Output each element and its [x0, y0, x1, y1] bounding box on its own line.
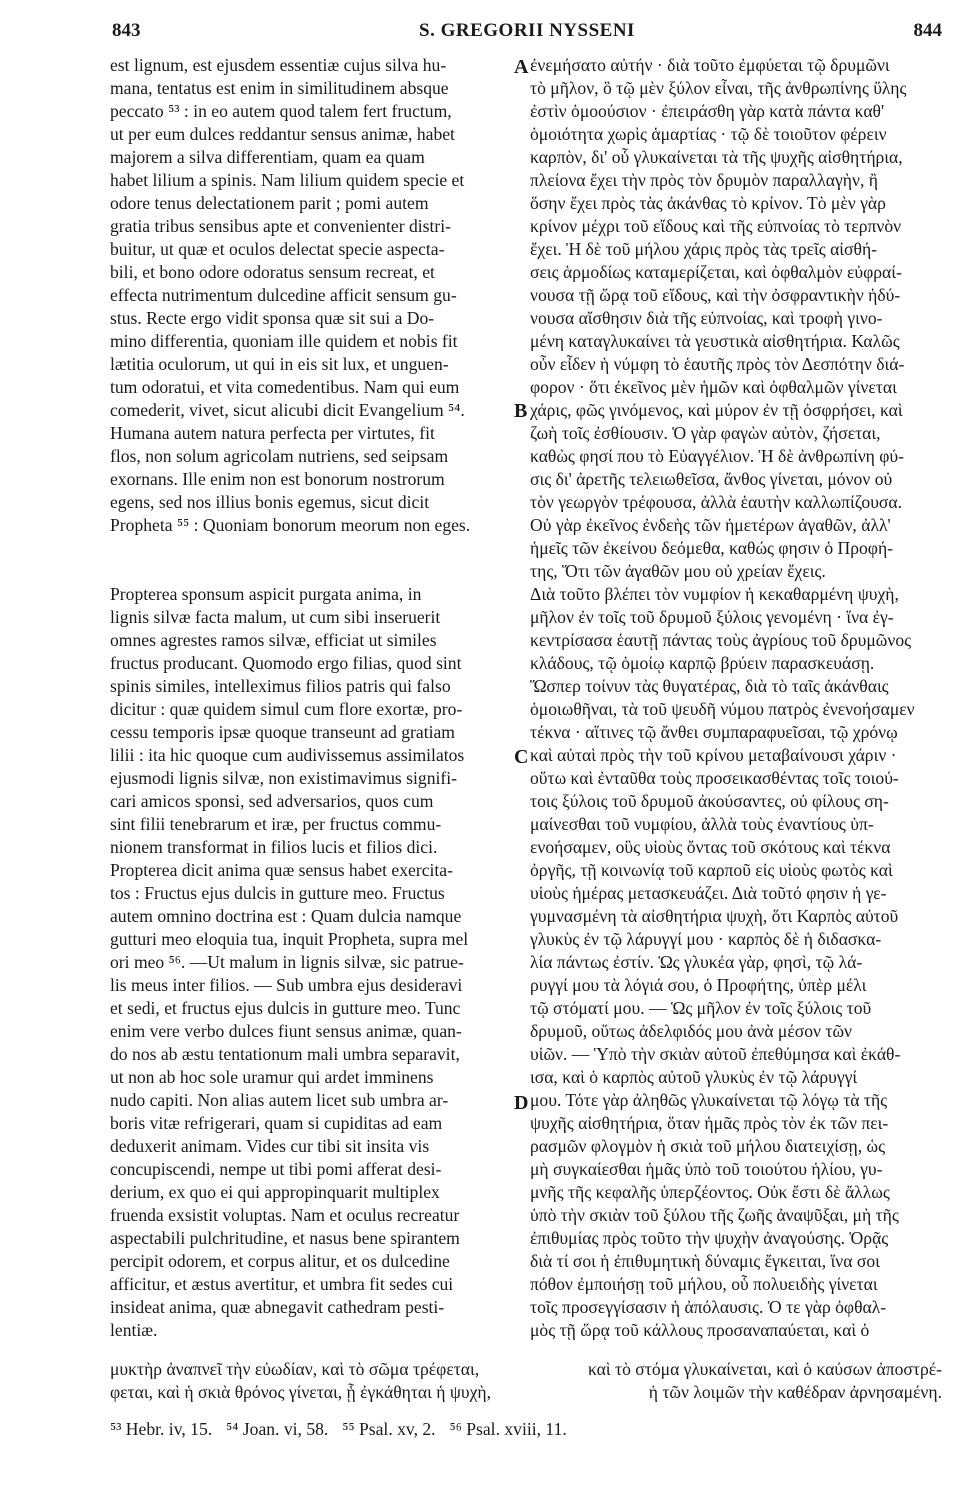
text-line: fructus producant. Quomodo ergo filias, quod sint — [110, 653, 462, 673]
text-line: Οὐ γὰρ ἐκεῖνος ἐνδεὴς τῶν ἡμετέρων ἀγαθῶν, ἀλλ' — [530, 515, 891, 535]
text-line: χάρις, φῶς γινόμενος, καὶ μύρον ἐν τῇ ὀσφρήσει, καὶ — [530, 400, 903, 420]
text-line: μὸς τῇ ὥρᾳ τοῦ κάλλους προσαναπαύεται, καὶ ὁ — [530, 1320, 870, 1340]
text-line: μνῆς τῆς κεφαλῆς ὑπερζέοντος. Οὐκ ἔστι δὲ ἄλλως — [530, 1182, 890, 1202]
text-line: peccato ⁵³ : in eo autem quod talem fert fructum, — [110, 101, 452, 121]
text-line: ut non ab hoc sole uramur qui ardet imminens — [110, 1067, 434, 1087]
text-line: πόθον ἐμποιήσῃ τοῦ μήλου, οὗ πολυειδὴς γίνεται — [530, 1274, 878, 1294]
text-line: stus. Recte ergo vidit sponsa quæ sit sui a Do- — [110, 308, 435, 328]
text-line: πλείονα ἔχει τὴν πρὸς τὸν δρυμὸν παραλλαγὴν, ἢ — [530, 170, 878, 190]
footnotes — [110, 1418, 942, 1441]
text-line: τὸν γεωργὸν τρέφουσα, ἀλλὰ ἑαυτὴν καλλωπίζουσα. — [530, 492, 903, 512]
text-line: autem omnino doctrina est : Quam dulcia namque — [110, 906, 462, 926]
text-line: boris vitæ refrigerari, quam si cupiditas ad eam — [110, 1113, 443, 1133]
text-line: ἐπιθυμίας πρὸς τοῦτο τὴν ψυχὴν ἀναγούσης. Ὁρᾷς — [530, 1228, 889, 1248]
text-line: ἡμεῖς τῶν ἐκείνου δεόμεθα, καθώς φησιν ὁ Προφή- — [530, 538, 894, 558]
text-line: οὖν εἶδεν ἡ νύμφη τὸ ἑαυτῆς πρὸς τὸν Δεσπότην διά- — [530, 354, 905, 374]
text-line: ὁμοιωθῆναι, τὰ τοῦ ψευδῆ νύμου πατρὸς ἐνενοήσαμεν — [530, 699, 915, 719]
text-line: est lignum, est ejusdem essentiæ cujus silva hu- — [110, 55, 447, 75]
text-line: percipit odorem, et corpus alitur, et os dulcedine — [110, 1251, 450, 1271]
section-marker-b: B — [514, 400, 528, 422]
text-line: buitur, ut quæ et oculos delectat specie aspecta- — [110, 239, 445, 259]
text-line: et sedi, et fructus ejus dulcis in gutture meo. Tunc — [110, 998, 461, 1018]
text-line: derium, ex quo ei qui appropinquarit multiplex — [110, 1182, 440, 1202]
text-line: mana, tentatus est enim in similitudinem absque — [110, 78, 449, 98]
text-line: Διὰ τοῦτο βλέπει τὸν νυμφίον ἡ κεκαθαρμένη ψυχὴ, — [530, 584, 899, 604]
running-title: S. GREGORII NYSSENI — [419, 20, 635, 41]
text-line: καρπὸν, δι' οὗ γλυκαίνεται τὰ τῆς ψυχῆς αἰσθητήρια, — [530, 147, 903, 167]
text-segment: μυκτὴρ ἀναπνεῖ τὴν εὐωδίαν, καὶ τὸ σῶμα τρέφεται, — [110, 1359, 480, 1379]
text-line: ρυγγί μου τὰ λόγιά σου, ὁ Προφήτης, ὑπὲρ μέλι — [530, 975, 867, 995]
text-line: ισα, καὶ ὁ καρπὸς αὐτοῦ γλυκὺς ἐν τῷ λάρυγγί — [530, 1067, 858, 1087]
text-line: insideat anima, quæ abnegavit cathedram pesti- — [110, 1297, 445, 1317]
footnote: ⁵³ Hebr. iv, 15. — [110, 1419, 213, 1439]
text-line: καθὼς φησί που τὸ Εὐαγγέλιον. Ἡ δὲ ἀνθρωπίνη φύ- — [530, 446, 904, 466]
text-line: τὸ μῆλον, ὃ τῷ μὲν ξύλον εἶναι, τῆς ἀνθρωπίνης ὕλης — [530, 78, 907, 98]
text-line: bili, et bono odore odoratus sensum recreat, et — [110, 262, 435, 282]
text-line: τῷ στόματί μου. — Ὡς μῆλον ἐν τοῖς ξύλοις τοῦ — [530, 998, 872, 1018]
latin-column — [110, 54, 512, 1342]
text-line: flos, non solum agricolam nutriens, sed seipsam — [110, 446, 449, 466]
text-line: μένη καταγλυκαίνει τὰ γευστικὰ αἰσθητήρια. Καλῶς — [530, 331, 900, 351]
text-line: νουσα αἴσθησιν διὰ τῆς εὐπνοίας, καὶ τροφὴ γινο- — [530, 308, 883, 328]
text-line: concupiscendi, nempe ut tibi pomi afferat desi- — [110, 1159, 442, 1179]
text-line: lilii : ita hic quoque cum audivissemus assimilatos — [110, 745, 465, 765]
text-line: cari amicos sponsi, sed adversarios, quos cum — [110, 791, 434, 811]
text-line: deduxerit animam. Vides cur tibi sit insita vis — [110, 1136, 430, 1156]
text-line: ἔχει. Ἡ δὲ τοῦ μήλου χάρις πρὸς τὰς τρεῖς αἰσθή- — [530, 239, 878, 259]
text-line: φορον · ὅτι ἐκεῖνος μὲν ἡμῶν καὶ ὀφθαλμῶν γίνεται — [530, 377, 897, 397]
text-line: cessu temporis ipsæ quoque transeunt ad gratiam — [110, 722, 455, 742]
text-line: σις δι' ἀρετῆς τελειωθεῖσα, ἄνθος γίνεται, μόνον οὐ — [530, 469, 893, 489]
text-line: κρίνον μέχρι τοῦ εἴδους καὶ τῆς εὐπνοίας τὸ τερπνὸν — [530, 216, 902, 236]
text-line: sint filii tenebrarum et iræ, per fructus commu- — [110, 814, 442, 834]
text-line: κλάδους, τῷ ὁμοίῳ καρπῷ βρύειν παρασκευάσῃ. — [530, 653, 875, 673]
page-number-right: 844 — [913, 20, 942, 41]
text-line: διὰ τί σοι ἡ ἐπιθυμητικὴ δύναμις ἔγκειται, ἵνα σοι — [530, 1251, 880, 1271]
text-line: σεις ἁρμοδίως καταμερίζεται, καὶ ὀφθαλμὸν εὐφραί- — [530, 262, 902, 282]
text-line: odore tenus delectationem parit ; pomi autem — [110, 193, 429, 213]
text-line: lignis silvæ facta malum, ut cum sibi inseruerit — [110, 607, 441, 627]
text-line: τοῖς προσεγγίσασιν ἡ ἀπόλαυσις. Ὁ τε γὰρ ὀφθαλ- — [530, 1297, 887, 1317]
text-line: omnes agrestes ramos silvæ, efficiat ut similes — [110, 630, 437, 650]
text-line: ρασμῶν φλογμὸν ἡ σκιὰ τοῦ μήλου διατειχίσῃ, ὡς — [530, 1136, 886, 1156]
text-line: spinis similes, intelleximus filios patris qui falso — [110, 676, 451, 696]
text-line: afficitur, et æstus avertitur, et umbra fit sedes cui — [110, 1274, 454, 1294]
text-line: ψυχῆς αἰσθητήρια, ὅταν ἡμᾶς πρὸς τὸν ἐκ τῶν πει- — [530, 1113, 889, 1133]
full-width-greek-lines — [110, 1358, 942, 1404]
text-line: nudo capiti. Non alias autem licet sub umbra ar- — [110, 1090, 449, 1110]
text-line: υἱοὺς ἡμέρας μετασκευάζει. Διὰ τοῦτό φησιν ἡ γε- — [530, 883, 887, 903]
text-line: μὴ συγκαίεσθαι ἡμᾶς ὑπὸ τοῦ τοιούτου ἡλίου, γυ- — [530, 1159, 883, 1179]
text-line: ενοήσαμεν, οὓς υἱοὺς ὄντας τοῦ σκότους καὶ τέκνα — [530, 837, 891, 857]
text-line: do nos ab æstu tentationum mali umbra separavit, — [110, 1044, 460, 1064]
text-line: νουσα τῇ ὥρᾳ τοῦ εἴδους, καὶ τὴν ὀσφραντικὴν ἡδύ- — [530, 285, 901, 305]
text-line: fruenda exsistit voluptas. Nam et oculus recreatur — [110, 1205, 460, 1225]
text-line: της, Ὅτι τῶν ἀγαθῶν μου οὐ χρείαν ἔχεις. — [530, 561, 826, 581]
text-line: lætitia oculorum, ut qui in eis sit lux, et unguen- — [110, 354, 449, 374]
text-line: ἐνεμήσατο αὐτήν · διὰ τοῦτο ἐμφύεται τῷ δρυμῶνι — [530, 55, 890, 75]
text-line: μου. Τότε γὰρ ἀληθῶς γλυκαίνεται τῷ λόγῳ τὰ τῆς — [530, 1090, 888, 1110]
text-line: exornans. Ille enim non est bonorum nostrorum — [110, 469, 445, 489]
text-line — [110, 1358, 942, 1381]
text-line: gutturi meo eloquia tua, inquit Propheta, supra mel — [110, 929, 469, 949]
text-line: nionem transformat in filios lucis et filios dici. — [110, 837, 438, 857]
text-line: καὶ αὐταὶ πρὸς τὴν τοῦ κρίνου μεταβαίνουσι χάριν · — [530, 745, 897, 765]
text-segment: ἡ τῶν λοιμῶν τὴν καθέδραν ἀρνησαμένη. — [648, 1382, 942, 1402]
text-line: λία πάντως ἐστίν. Ὡς γλυκέα γὰρ, φησὶ, τῷ λά- — [530, 952, 863, 972]
text-line: δρυμοῦ, οὕτως ἀδελφιδός μου ἀνὰ μέσον τῶν — [530, 1021, 852, 1041]
text-line: Humana autem natura perfecta per virtutes, fit — [110, 423, 435, 443]
text-segment: καὶ τὸ στόμα γλυκαίνεται, καὶ ὁ καύσων ἀποστρέ- — [587, 1359, 942, 1379]
greek-column — [530, 54, 942, 1342]
text-line: ὀργῆς, τῇ κοινωνίᾳ τοῦ καρποῦ εἰς υἱοὺς φωτὸς καὶ — [530, 860, 893, 880]
text-line — [110, 1381, 942, 1404]
text-line: μῆλον ἐν τοῖς τοῦ δρυμοῦ ξύλοις γενομένη · ἵνα ἐγ- — [530, 607, 894, 627]
section-marker-c: C — [514, 746, 529, 768]
text-line: ζωὴ τοῖς ἐσθίουσιν. Ὁ γὰρ φαγὼν αὐτὸν, ζήσεται, — [530, 423, 881, 443]
text-line: τοις ξύλοις τοῦ δρυμοῦ ἀκούσαντες, οὐ φίλους ση- — [530, 791, 889, 811]
text-line: gratia tribus sensibus apte et convenienter distri- — [110, 216, 452, 236]
page-number-left: 843 — [112, 20, 141, 41]
text-line — [110, 537, 512, 583]
text-line: effecta nutrimentum dulcedine afficit sensum gu- — [110, 285, 457, 305]
text-line: ἐστὶν ὁμοούσιον · ἐπειράσθη γὰρ κατὰ πάντα καθ' — [530, 101, 885, 121]
text-line: Propheta ⁵⁵ : Quoniam bonorum meorum non eges. — [110, 515, 471, 535]
text-line: ὑπὸ τὴν σκιὰν τοῦ ξύλου τῆς ζωῆς ἀναψῦξαι, μὴ τῆς — [530, 1205, 899, 1225]
footnote: ⁵⁵ Psal. xv, 2. — [342, 1419, 436, 1439]
text-line: ut per eum dulces reddantur sensus animæ, habet — [110, 124, 455, 144]
footnote: ⁵⁴ Joan. vi, 58. — [226, 1419, 329, 1439]
section-marker-a: A — [514, 56, 529, 78]
text-line: tum odoratui, et vita comedentibus. Nam qui eum — [110, 377, 460, 397]
text-line: οὕτω καὶ ἐνταῦθα τοὺς προσεικασθέντας τοῖς τοιού- — [530, 768, 899, 788]
text-line: aspectabili pulchritudine, et nasus bene spirantem — [110, 1228, 460, 1248]
text-line: μαίνεσθαι τοῦ νυμφίου, ἀλλὰ τοὺς ἐναντίους ὑπ- — [530, 814, 874, 834]
text-line: ὅσην ἔχει πρὸς τὰς ἀκάνθας τὸ κρίνον. Τὸ μὲν γὰρ — [530, 193, 886, 213]
text-line: Ὥσπερ τοίνυν τὰς θυγατέρας, διὰ τὸ ταῖς ἀκάνθαις — [530, 676, 889, 696]
section-marker-d: D — [514, 1092, 529, 1114]
text-line: egens, sed nos illius bonis egemus, sicut dicit — [110, 492, 430, 512]
text-line: τέκνα · αἵτινες τῷ ἄνθει συμπαραφυεῖσαι, τῷ χρόνῳ — [530, 722, 898, 742]
text-line: ὁμοιότητα χωρὶς ἁμαρτίας · τῷ δὲ τοιοῦτον φέρειν — [530, 124, 887, 144]
text-line: ori meo ⁵⁶. —Ut malum in lignis silvæ, sic patrue- — [110, 952, 464, 972]
footnote: ⁵⁶ Psal. xviii, 11. — [449, 1419, 567, 1439]
text-line: lis meus inter filios. — Sub umbra ejus desideravi — [110, 975, 463, 995]
text-line: comederit, vivet, sicut alicubi dicit Evangelium ⁵⁴. — [110, 400, 465, 420]
text-line: mino differentia, quoniam ille quidem et nobis fit — [110, 331, 458, 351]
text-line: majorem a silva differentiam, quam ea quam — [110, 147, 425, 167]
text-line: ejusmodi lignis silvæ, non existimavimus signifi- — [110, 768, 457, 788]
text-line: Propterea sponsum aspicit purgata anima, in — [110, 584, 422, 604]
text-line: dicitur : quæ quidem simul cum flore exortæ, pro- — [110, 699, 463, 719]
text-line: enim vere verbo dulces fiunt sensus animæ, quan- — [110, 1021, 462, 1041]
text-line: lentiæ. — [110, 1320, 158, 1340]
text-segment: φεται, καὶ ἡ σκιὰ θρόνος γίνεται, ᾗ ἐγκάθηται ἡ ψυχὴ, — [110, 1382, 491, 1402]
text-line: γλυκὺς ἐν τῷ λάρυγγί μου · καρπὸς δὲ ἡ διδασκα- — [530, 929, 882, 949]
text-line: κεντρίσασα ἑαυτῇ πάντας τοὺς ἀγρίους τοῦ δρυμῶνος — [530, 630, 912, 650]
text-line: Propterea dicit anima quæ sensus habet exercita- — [110, 860, 453, 880]
text-line: habet lilium a spinis. Nam lilium quidem specie et — [110, 170, 465, 190]
text-line: υἱῶν. — Ὑπὸ τὴν σκιὰν αὐτοῦ ἐπεθύμησα καὶ ἐκάθ- — [530, 1044, 901, 1064]
page-header — [112, 20, 942, 46]
text-line: tos : Fructus ejus dulcis in gutture meo. Fructus — [110, 883, 445, 903]
text-line: γυμνασμένη τὰ αἰσθητήρια ψυχὴ, ὅτι Καρπὸς αὐτοῦ — [530, 906, 899, 926]
